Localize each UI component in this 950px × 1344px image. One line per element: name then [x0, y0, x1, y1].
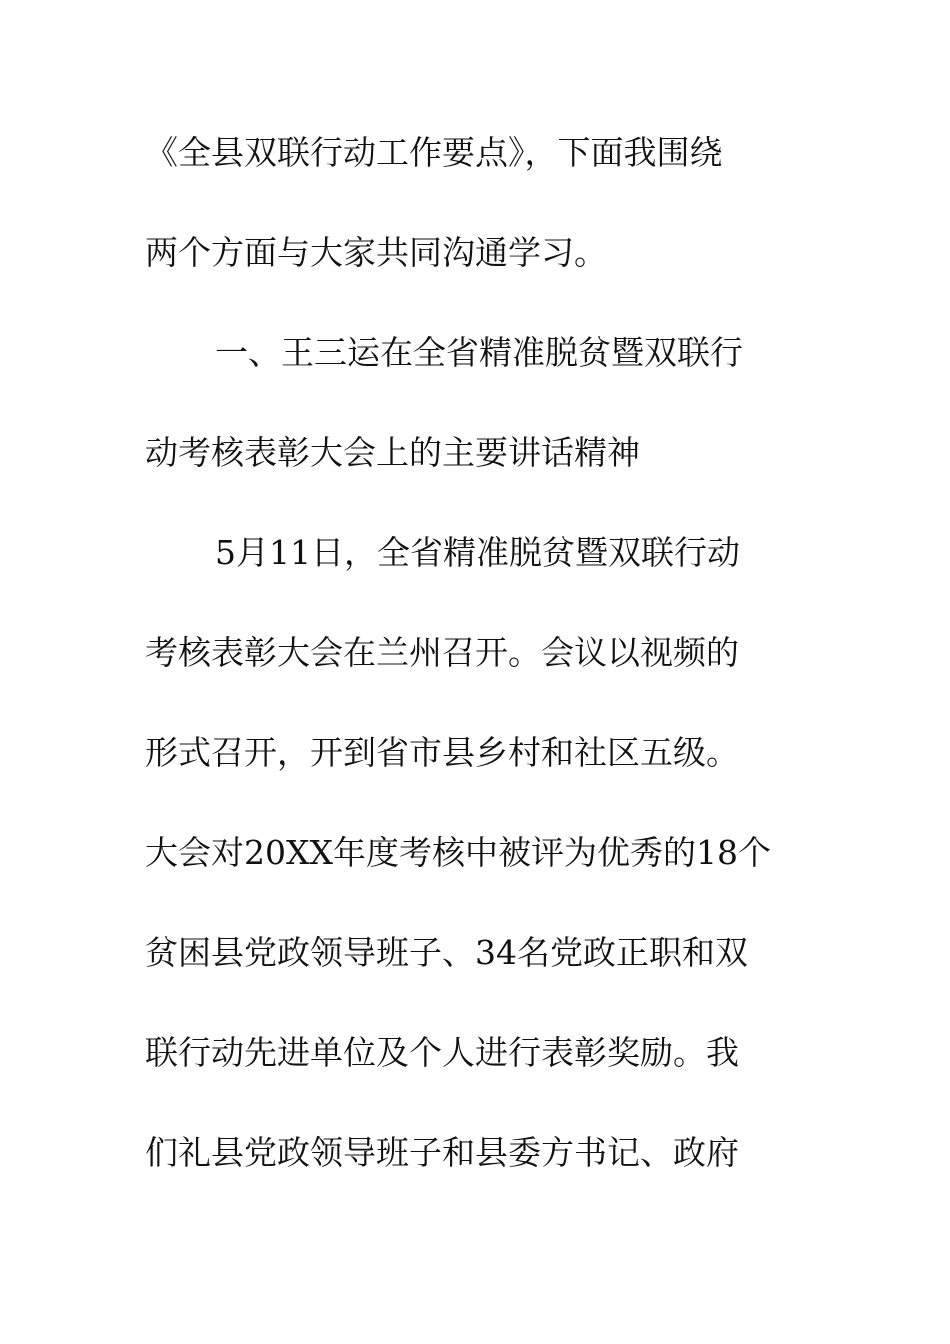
paragraph-line: 形式召开，开到省市县乡村和社区五级。 [145, 733, 739, 772]
section-heading-line: 动考核表彰大会上的主要讲话精神 [145, 433, 640, 472]
paragraph-line: 考核表彰大会在兰州召开。会议以视频的 [145, 633, 739, 672]
section-heading-line: 一、王三运在全省精准脱贫暨双联行 [215, 333, 743, 372]
paragraph-line: 5月11日，全省精准脱贫暨双联行动 [215, 533, 740, 572]
paragraph-line: 《全县双联行动工作要点》，下面我围绕 [145, 133, 723, 172]
paragraph-line: 大会对20XX年度考核中被评为优秀的18个 [145, 833, 771, 872]
paragraph-line: 两个方面与大家共同沟通学习。 [145, 233, 607, 272]
paragraph-line: 联行动先进单位及个人进行表彰奖励。我 [145, 1033, 739, 1072]
paragraph-line: 贫困县党政领导班子、34名党政正职和双 [145, 933, 748, 972]
paragraph-line: 们礼县党政领导班子和县委方书记、政府 [145, 1133, 739, 1172]
